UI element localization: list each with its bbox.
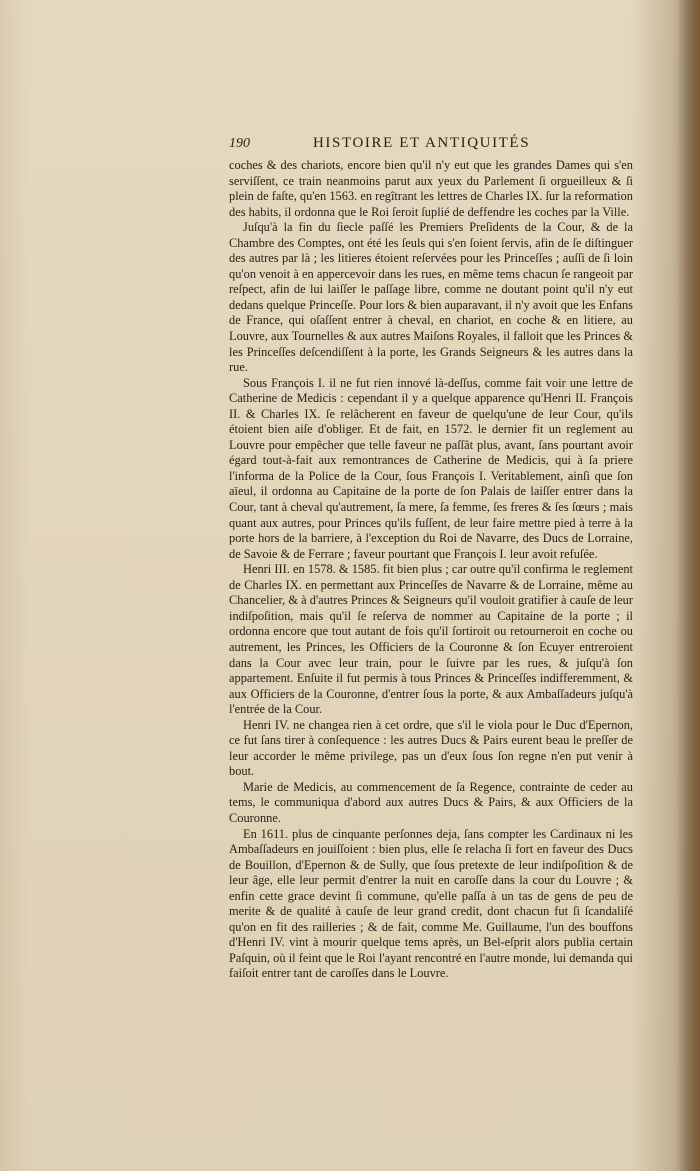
paragraph: Marie de Medicis, au commencement de ſa Regence, contrainte de ceder au tems, le communiqua d'abord aux autres Ducs & Pairs, & aux Officiers de la Couronne. [229,779,633,825]
body-text [229,158,633,982]
paragraph: Sous François I. il ne fut rien innové là-deſſus, comme fait voir une lettre de Catherine de Medicis : cependant il y a quelque apparence qu'Henri II. François II. & Charles IX. ſe relâcherent en faveur de quelqu'une de leur Cour, qu'ils étoient bien aiſe d'obliger. Et de fait, en 1572. le dernier fit un reglement au Louvre pour empêcher que telle faveur ne paſſât plus, avant, ſans pourtant avoir égard tout-à-fait aux remontrances de Catherine de Medicis, qui à ſa priere l'informa de la Police de la Cour, ſous François I. Veritablement, ainſi que ſon aïeul, il ordonna au Capitaine de la porte de ſon Palais de laiſſer entrer dans la Cour, tant à cheval qu'autrement, ſa mere, ſa femme, ſes freres & ſes ſœurs ; mais quant aux autres, pour Princes qu'ils fuſſent, de leur faire mettre pied à terre à la porte hors de la barriere, à l'exception du Roi de Navarre, des Ducs de Lorraine, de Savoie & de Ferrare ; faveur pourtant que François I. leur avoit refuſée. [229,375,633,561]
paragraph: coches & des chariots, encore bien qu'il n'y eut que les grandes Dames qui s'en serviſſent, ce train neanmoins parut aux yeux du Parlement ſi orgueilleux & ſi plein de faſte, qu'en 1563. en regîtrant les lettres de Charles IX. ſur la reformation des habits, il ordonna que le Roi ſeroit ſuplié de deffendre les coches par la Ville. [229,158,633,219]
page-header [229,136,649,156]
page-number: 190 [229,136,250,151]
paragraph: Henri IV. ne changea rien à cet ordre, que s'il le viola pour le Duc d'Epernon, ce fut ſans tirer à conſequence : les autres Ducs & Pairs eurent beau le preſſer de leur accorder le même privilege, pas un d'eux ſous ſon regne n'en put venir à bout. [229,717,633,779]
page-edge-shadow [678,0,700,1171]
paragraph: En 1611. plus de cinquante perſonnes deja, ſans compter les Cardinaux ni les Ambaſſadeurs en jouiſſoient : bien plus, elle ſe relacha ſi fort en faveur des Ducs de Bouillon, d'Epernon & de Sully, que ſous pretexte de leur indiſpoſition & de leur âge, elle leur permit d'entrer la nuit en caroſſe dans la cour du Louvre ; & enfin cette grace devint ſi commune, qu'elle paſſa à un tas de gens de peu de merite & de qualité à cauſe de leur grand credit, dont chacun fut ſi ſcandaliſé qu'on en fit des railleries ; & de fait, comme Me. Guillaume, l'un des bouffons d'Henri IV. vint à mourir quelque tems après, un Bel-eſprit alors publia certain Paſquin, où il feint que le Roi l'ayant rencontré en l'autre monde, lui demanda qui faiſoit entrer tant de caroſſes dans le Louvre. [229,826,633,981]
paragraph: Henri III. en 1578. & 1585. fit bien plus ; car outre qu'il confirma le reglement de Charles IX. en permettant aux Princeſſes de Navarre & de Lorraine, même au Chancelier, & à d'autres Princes & Seigneurs qu'il vouloit gratifier à cauſe de leur indiſpoſition, mais qu'il ſe reſerva de nommer au Capitaine de la porte ; il ordonna encore que tout autant de fois qu'il ſortiroit ou retourneroit en coche ou autrement, les Princes, les Officiers de la Couronne & ſon Ecuyer entreroient dans la Cour avec leur train, pour le ſuivre par les rues, & juſqu'à ſon appartement. Enſuite il fut permis à tous Princes & Princeſſes indifferemment, & aux Officiers de la Couronne, d'entrer ſous la porte, & aux Ambaſſadeurs juſqu'à l'entrée de la Cour. [229,562,633,717]
running-head: HISTOIRE ET ANTIQUITÉS [313,135,531,151]
paragraph: Juſqu'à la fin du ſiecle paſſé les Premiers Preſidents de la Cour, & de la Chambre des Comptes, ont été les ſeuls qui s'en ſoient ſervis, afin de ſe diſtinguer des autres par là ; les litieres étoient reſervées pour les Princeſſes ; auſſi de ſi loin qu'on venoit à en appercevoir dans les rues, en même tems chacun ſe rangeoit par reſpect, afin de lui laiſſer le paſſage libre, comme ne doutant point qu'il n'y eut dedans quelque Princeſſe. Pour lors & bien auparavant, il n'y avoit que les Enfans de France, qui oſaſſent entrer à cheval, en chariot, en coche & en litiere, au Louvre, aux Tournelles & aux autres Maiſons Royales, il falloit que les Princes & les Princeſſes deſcendiſſent à la porte, les Grands Seigneurs & les autres dans la rue. [229,220,633,375]
